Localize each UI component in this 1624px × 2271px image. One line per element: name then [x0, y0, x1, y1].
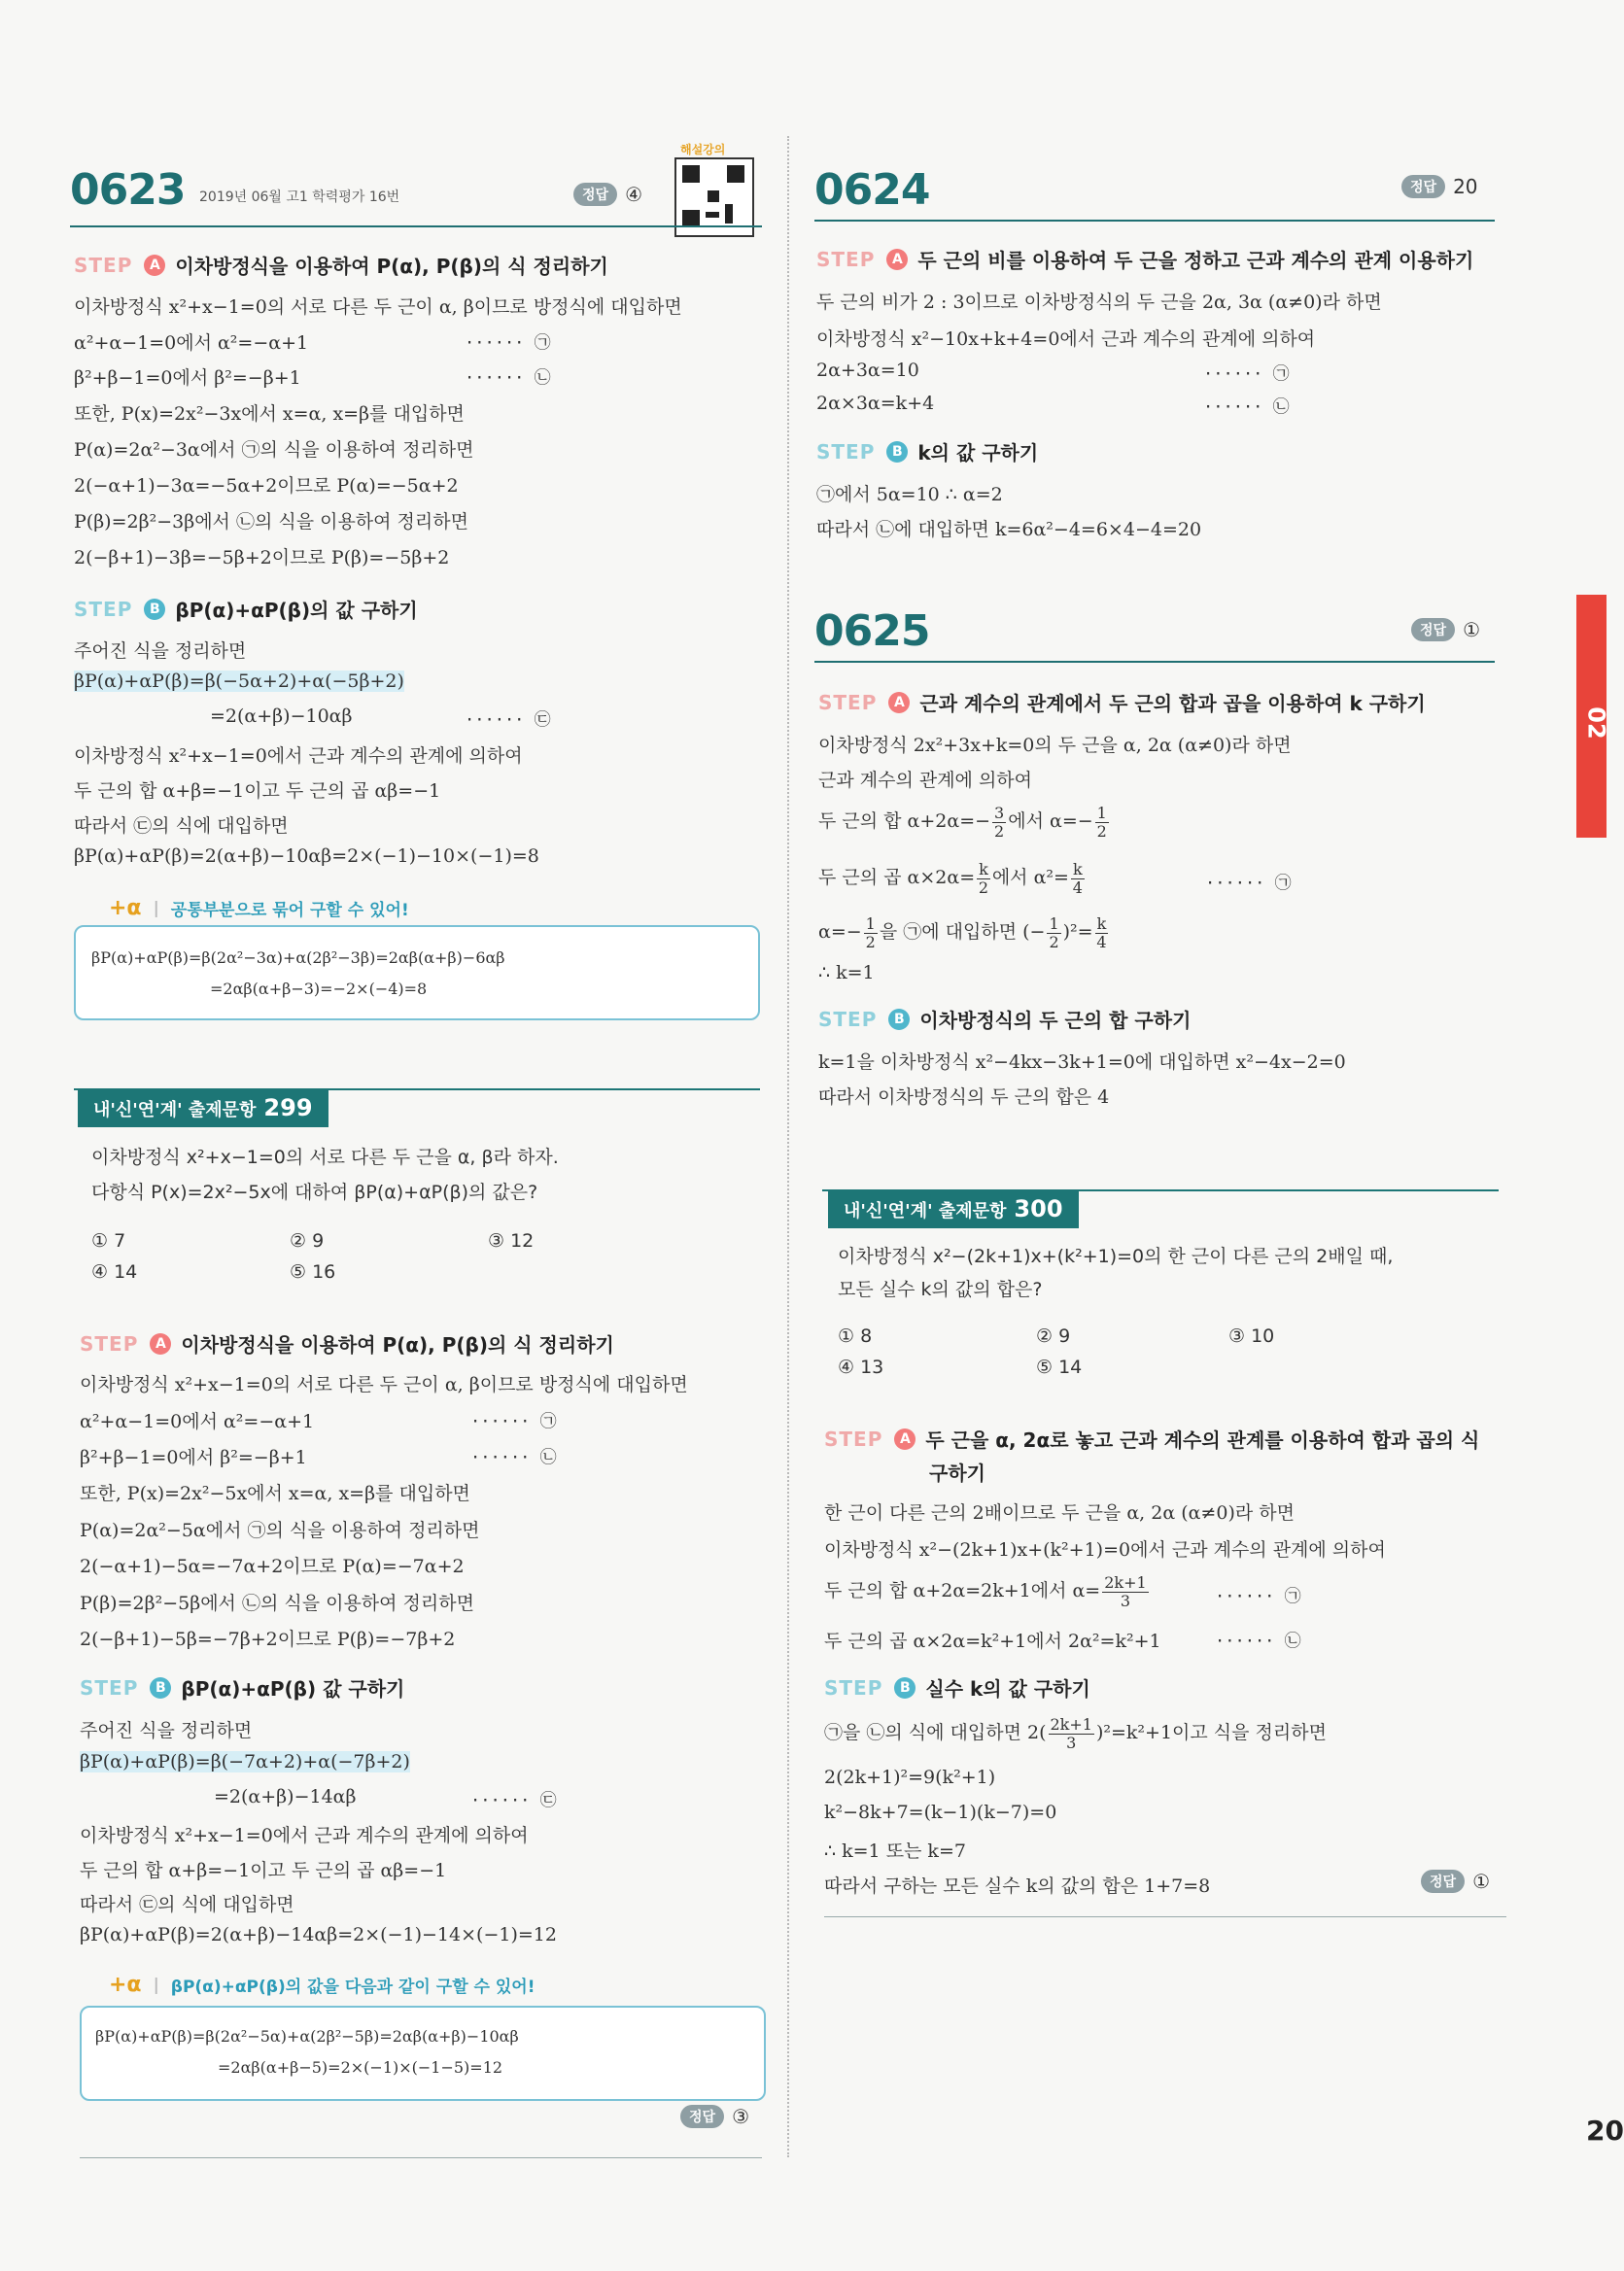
equation-tag: ······ ㉡ [465, 368, 551, 388]
answer-label: 정답 [1411, 618, 1455, 641]
problem-number-0624: 0624 [814, 165, 930, 215]
text-part: 두 근의 합 α+2α=2k+1에서 α= [824, 1580, 1101, 1602]
solution-line: 이차방정식 x²−10x+k+4=0에서 근과 계수의 관계에 의하여 [816, 328, 1316, 350]
step-title: k의 값 구하기 [917, 441, 1039, 465]
solution-line: 2α+3α=10 [816, 360, 919, 381]
text-part: 두 근의 곱 α×2α= [818, 867, 976, 889]
answer-badge [573, 183, 642, 206]
choice-5[interactable]: ⑤ 14 [1036, 1357, 1083, 1378]
solution-line: βP(α)+αP(β)=2(α+β)−10αβ=2×(−1)−10×(−1)=8 [74, 845, 539, 867]
denominator: 4 [1072, 877, 1083, 897]
answer-label: 정답 [1401, 175, 1445, 198]
step-letter: A [894, 1428, 916, 1450]
answer-badge [680, 2105, 749, 2128]
solution-line: 따라서 ㉡에 대입하면 k=6α²−4=6×4−4=20 [816, 519, 1202, 540]
step-title: 이차방정식을 이용하여 P(α), P(β)의 식 정리하기 [181, 1333, 614, 1357]
solution-line: 두 근의 비가 2 : 3이므로 이차방정식의 두 근을 2α, 3α (α≠0)라 하면 [816, 292, 1382, 313]
denominator: 2 [978, 877, 989, 897]
column-divider [787, 136, 790, 2157]
step-letter: A [144, 255, 165, 276]
tip-title: βP(α)+αP(β)의 값을 다음과 같이 구할 수 있어! [170, 1978, 536, 1997]
numerator: 2k+1 [1104, 1573, 1147, 1592]
solution-line: 2α×3α=k+4 [816, 393, 935, 414]
answer-label: 정답 [1421, 1870, 1465, 1893]
tip-header [101, 896, 417, 920]
solution-line: 이차방정식 x²+x−1=0에서 근과 계수의 관계에 의하여 [74, 745, 523, 767]
footer-rule [80, 2157, 762, 2158]
step-label: STEP [816, 439, 876, 464]
exam-tab-label: 내'신'연'계' 출제문항 [844, 1201, 1007, 1222]
equation-tag: ······ ㉢ [470, 1791, 557, 1810]
fraction [992, 805, 1006, 840]
solution-line [824, 1574, 1151, 1609]
chapter-side-tab[interactable] [1576, 595, 1610, 838]
choice-3[interactable]: ③ 12 [488, 1230, 535, 1252]
numerator: k [1096, 914, 1107, 933]
exam-number: 300 [1014, 1195, 1063, 1222]
solution-line: ∴ k=1 또는 k=7 [824, 1841, 966, 1862]
step-letter: A [150, 1333, 171, 1355]
solution-line: 또한, P(x)=2x²−3x에서 x=α, x=β를 대입하면 [74, 403, 465, 425]
answer-label: 정답 [680, 2105, 724, 2128]
step-b-heading [74, 595, 418, 623]
step-b-heading [818, 1005, 1191, 1033]
step-label: STEP [824, 1675, 883, 1700]
step-letter: B [894, 1677, 916, 1699]
tip-line: βP(α)+αP(β)=β(2α²−3α)+α(2β²−3β)=2αβ(α+β)−6αβ [91, 948, 505, 967]
step-title: 실수 k의 값 구하기 [925, 1677, 1090, 1701]
step-title: 이차방정식의 두 근의 합 구하기 [919, 1009, 1192, 1032]
step-title: 두 근을 α, 2α로 놓고 근과 계수의 관계를 이용하여 합과 곱의 식 [925, 1428, 1480, 1452]
solution-line: 따라서 이차방정식의 두 근의 합은 4 [818, 1086, 1110, 1108]
solution-line: β²+β−1=0에서 β²=−β+1 [80, 1447, 307, 1468]
exam-number: 299 [263, 1094, 313, 1121]
step-a-heading [824, 1425, 1479, 1453]
solution-line: 따라서 ㉢의 식에 대입하면 [74, 815, 289, 837]
solution-line: 주어진 식을 정리하면 [74, 640, 247, 662]
numerator: 1 [1049, 914, 1059, 933]
step-label: STEP [818, 690, 878, 714]
choice-5[interactable]: ⑤ 16 [290, 1261, 336, 1283]
step-letter: A [888, 692, 910, 713]
solution-line: 두 근의 합 α+β=−1이고 두 근의 곱 αβ=−1 [80, 1860, 447, 1881]
denominator: 3 [1066, 1733, 1077, 1752]
step-letter: A [886, 249, 908, 270]
solution-line: 2(−β+1)−3β=−5β+2이므로 P(β)=−5β+2 [74, 547, 450, 568]
question-line: 이차방정식 x²+x−1=0의 서로 다른 두 근을 α, β라 하자. [91, 1147, 559, 1168]
answer-value: ① [1463, 618, 1480, 641]
text-part: α=− [818, 921, 862, 944]
text-part: 두 근의 합 α+2α=− [818, 810, 991, 833]
header-rule [814, 661, 1495, 663]
denominator: 2 [865, 932, 876, 951]
step-label: STEP [816, 247, 876, 271]
solution-line: 두 근의 합 α+β=−1이고 두 근의 곱 αβ=−1 [74, 780, 441, 802]
step-a-heading [80, 1329, 614, 1358]
solution-line: α²+α−1=0에서 α²=−α+1 [80, 1411, 315, 1432]
solution-line: ∴ k=1 [818, 962, 875, 983]
choice-3[interactable]: ③ 10 [1228, 1325, 1275, 1347]
solution-line [818, 805, 1111, 840]
numerator: 1 [865, 914, 876, 933]
choice-1[interactable]: ① 8 [838, 1325, 873, 1347]
tip-header [101, 1973, 542, 1997]
solution-line: 2(2k+1)²=9(k²+1) [824, 1767, 996, 1788]
header-rule [70, 225, 762, 227]
step-label: STEP [824, 1427, 883, 1451]
fraction [1102, 1574, 1148, 1609]
solution-line: 이차방정식 2x²+3x+k=0의 두 근을 α, 2α (α≠0)라 하면 [818, 735, 1292, 756]
step-b-heading [80, 1673, 404, 1702]
step-label: STEP [74, 597, 133, 621]
solution-line: 주어진 식을 정리하면 [80, 1720, 253, 1741]
answer-value: ④ [625, 183, 642, 206]
tip-line: =2αβ(α+β−3)=−2×(−4)=8 [210, 980, 428, 998]
solution-line: P(α)=2α²−3α에서 ㉠의 식을 이용하여 정리하면 [74, 439, 474, 461]
solution-line: 또한, P(x)=2x²−5x에서 x=α, x=β를 대입하면 [80, 1483, 470, 1504]
step-label: STEP [80, 1675, 139, 1700]
equation-tag: ······ ㉠ [1215, 1587, 1301, 1606]
solution-line: β²+β−1=0에서 β²=−β+1 [74, 367, 301, 389]
equation-tag: ······ ㉠ [1203, 364, 1290, 384]
solution-line: k²−8k+7=(k−1)(k−7)=0 [824, 1802, 1057, 1823]
qr-label: 해설강의 [680, 143, 726, 156]
answer-value: ③ [732, 2105, 749, 2128]
step-title: 이차방정식을 이용하여 P(α), P(β)의 식 정리하기 [175, 255, 608, 278]
denominator: 2 [1096, 821, 1107, 841]
equation-tag: ······ ㉠ [465, 333, 551, 353]
step-b-heading [816, 437, 1038, 465]
answer-badge [1411, 618, 1480, 641]
solution-line: 두 근의 곱 α×2α=k²+1에서 2α²=k²+1 [824, 1631, 1161, 1652]
choice-4[interactable]: ④ 13 [838, 1357, 884, 1378]
question-line: 다항식 P(x)=2x²−5x에 대하여 βP(α)+αP(β)의 값은? [91, 1182, 538, 1203]
answer-value: ① [1472, 1870, 1490, 1893]
question-line: 모든 실수 k의 값의 합은? [838, 1279, 1043, 1300]
step-a-heading [816, 245, 1473, 273]
solution-line: 따라서 구하는 모든 실수 k의 값의 합은 1+7=8 [824, 1875, 1211, 1897]
step-letter: B [150, 1677, 171, 1699]
text-part: )²= [1062, 921, 1093, 944]
step-b-heading [824, 1673, 1090, 1702]
text-part: )²=k²+1이고 식을 정리하면 [1095, 1722, 1327, 1744]
step-letter: B [886, 441, 908, 463]
problem-number-0625: 0625 [814, 606, 930, 656]
solution-line: 이차방정식 x²+x−1=0의 서로 다른 두 근이 α, β이므로 방정식에 대입하면 [80, 1374, 688, 1395]
solution-line: =2(α+β)−10αβ [210, 705, 353, 727]
solution-line: P(α)=2α²−5α에서 ㉠의 식을 이용하여 정리하면 [80, 1520, 480, 1541]
step-title: 근과 계수의 관계에서 두 근의 합과 곱을 이용하여 k 구하기 [919, 692, 1426, 715]
solution-line [818, 861, 1087, 896]
text-part: ㉠을 ㉡의 식에 대입하면 2( [824, 1722, 1047, 1744]
solution-line: α²+α−1=0에서 α²=−α+1 [74, 332, 309, 354]
solution-line: =2(α+β)−14αβ [214, 1786, 357, 1807]
equation-tag: ······ ㉡ [1215, 1632, 1301, 1651]
question-line: 이차방정식 x²−(2k+1)x+(k²+1)=0의 한 근이 다른 근의 2배일 때, [838, 1246, 1394, 1267]
tip-title: 공통부분으로 묶어 구할 수 있어! [170, 901, 409, 920]
solution-line: ㉠에서 5α=10 ∴ α=2 [816, 484, 1003, 505]
equation-tag: ······ ㉠ [1205, 874, 1292, 893]
page-number: 20 [1586, 2115, 1624, 2147]
solution-line [824, 1716, 1327, 1751]
answer-badge [1421, 1870, 1490, 1893]
choice-1[interactable]: ① 7 [91, 1230, 126, 1252]
step-title: 두 근의 비를 이용하여 두 근을 정하고 근과 계수의 관계 이용하기 [917, 249, 1474, 272]
denominator: 4 [1096, 932, 1107, 951]
fraction [1049, 1716, 1094, 1751]
step-title: βP(α)+αP(β) 값 구하기 [181, 1677, 405, 1701]
solution-line: 2(−α+1)−3α=−5α+2이므로 P(α)=−5α+2 [74, 475, 459, 497]
solution-line: 한 근이 다른 근의 2배이므로 두 근을 α, 2α (α≠0)라 하면 [824, 1502, 1295, 1524]
step-title: βP(α)+αP(β)의 값 구하기 [175, 599, 418, 622]
solution-line: P(β)=2β²−5β에서 ㉡의 식을 이용하여 정리하면 [80, 1593, 474, 1614]
solution-line: 근과 계수의 관계에 의하여 [818, 770, 1033, 791]
tip-line: =2αβ(α+β−5)=2×(−1)×(−1−5)=12 [218, 2058, 503, 2077]
solution-line: βP(α)+αP(β)=2(α+β)−14αβ=2×(−1)−14×(−1)=12 [80, 1924, 557, 1945]
step-label: STEP [74, 253, 133, 277]
footer-rule [824, 1916, 1506, 1917]
fraction [977, 861, 990, 896]
numerator: 3 [994, 804, 1005, 822]
divider-icon: | [153, 1975, 159, 1995]
plus-alpha-icon: +α [109, 1973, 142, 1997]
step-label: STEP [818, 1007, 878, 1031]
tip-line: βP(α)+αP(β)=β(2α²−5α)+α(2β²−5β)=2αβ(α+β)−10αβ [95, 2027, 519, 2046]
denominator: 3 [1120, 1591, 1131, 1610]
problem-source: 2019년 06월 고1 학력평가 16번 [199, 189, 400, 205]
answer-label: 정답 [573, 183, 617, 206]
divider-icon: | [153, 898, 159, 918]
text-part: 을 ㉠에 대입하면 (− [879, 921, 1046, 944]
numerator: k [1072, 860, 1083, 878]
solution-line: 이차방정식 x²+x−1=0에서 근과 계수의 관계에 의하여 [80, 1825, 529, 1846]
fraction [1095, 915, 1109, 950]
solution-line: 2(−β+1)−5β=−7β+2이므로 P(β)=−7β+2 [80, 1629, 456, 1650]
plus-alpha-icon: +α [109, 896, 142, 920]
tip-box [74, 925, 760, 1020]
solution-line: k=1을 이차방정식 x²−4kx−3k+1=0에 대입하면 x²−4x−2=0 [818, 1051, 1346, 1073]
fraction [1071, 861, 1085, 896]
equation-tag: ······ ㉢ [465, 710, 551, 730]
equation-tag: ······ ㉠ [470, 1412, 557, 1431]
text-part: 에서 α=− [1008, 810, 1093, 833]
header-rule [814, 220, 1495, 222]
numerator: 2k+1 [1050, 1715, 1092, 1734]
step-a-heading [74, 251, 608, 279]
problem-number-0623: 0623 [70, 165, 186, 215]
answer-value: 20 [1453, 175, 1478, 198]
tip-box [80, 2006, 766, 2101]
text-part: 에서 α²= [991, 867, 1069, 889]
choice-4[interactable]: ④ 14 [91, 1261, 138, 1283]
exam-tab-label: 내'신'연'계' 출제문항 [93, 1100, 257, 1120]
solution-line: 이차방정식 x²+x−1=0의 서로 다른 두 근이 α, β이므로 방정식에 대입하면 [74, 296, 682, 318]
step-letter: B [888, 1009, 910, 1030]
fraction [1095, 805, 1109, 840]
choice-2[interactable]: ② 9 [1036, 1325, 1071, 1347]
answer-badge [1401, 175, 1478, 198]
step-label: STEP [80, 1331, 139, 1356]
highlighted-line: βP(α)+αP(β)=β(−5α+2)+α(−5β+2) [74, 671, 404, 692]
equation-tag: ······ ㉡ [470, 1448, 557, 1467]
solution-line: 이차방정식 x²−(2k+1)x+(k²+1)=0에서 근과 계수의 관계에 의하여 [824, 1539, 1386, 1561]
side-tab-label: 02 [1582, 706, 1610, 740]
solution-line: P(β)=2β²−3β에서 ㉡의 식을 이용하여 정리하면 [74, 511, 468, 533]
choice-2[interactable]: ② 9 [290, 1230, 325, 1252]
denominator: 2 [1049, 932, 1059, 951]
step-title: 구하기 [929, 1462, 985, 1485]
equation-tag: ······ ㉡ [1203, 397, 1290, 417]
numerator: 1 [1096, 804, 1107, 822]
highlighted-line: βP(α)+αP(β)=β(−7α+2)+α(−7β+2) [80, 1751, 410, 1772]
numerator: k [979, 860, 988, 878]
step-a-heading [818, 688, 1426, 716]
denominator: 2 [994, 821, 1005, 841]
solution-line [818, 915, 1110, 950]
step-letter: B [144, 599, 165, 620]
solution-line: 2(−α+1)−5α=−7α+2이므로 P(α)=−7α+2 [80, 1556, 465, 1577]
fraction [864, 915, 878, 950]
exam-tab-299 [78, 1088, 328, 1127]
step-a-heading-cont [929, 1458, 985, 1486]
exam-tab-300 [828, 1189, 1079, 1228]
fraction [1047, 915, 1060, 950]
solution-line: 따라서 ㉢의 식에 대입하면 [80, 1894, 294, 1915]
